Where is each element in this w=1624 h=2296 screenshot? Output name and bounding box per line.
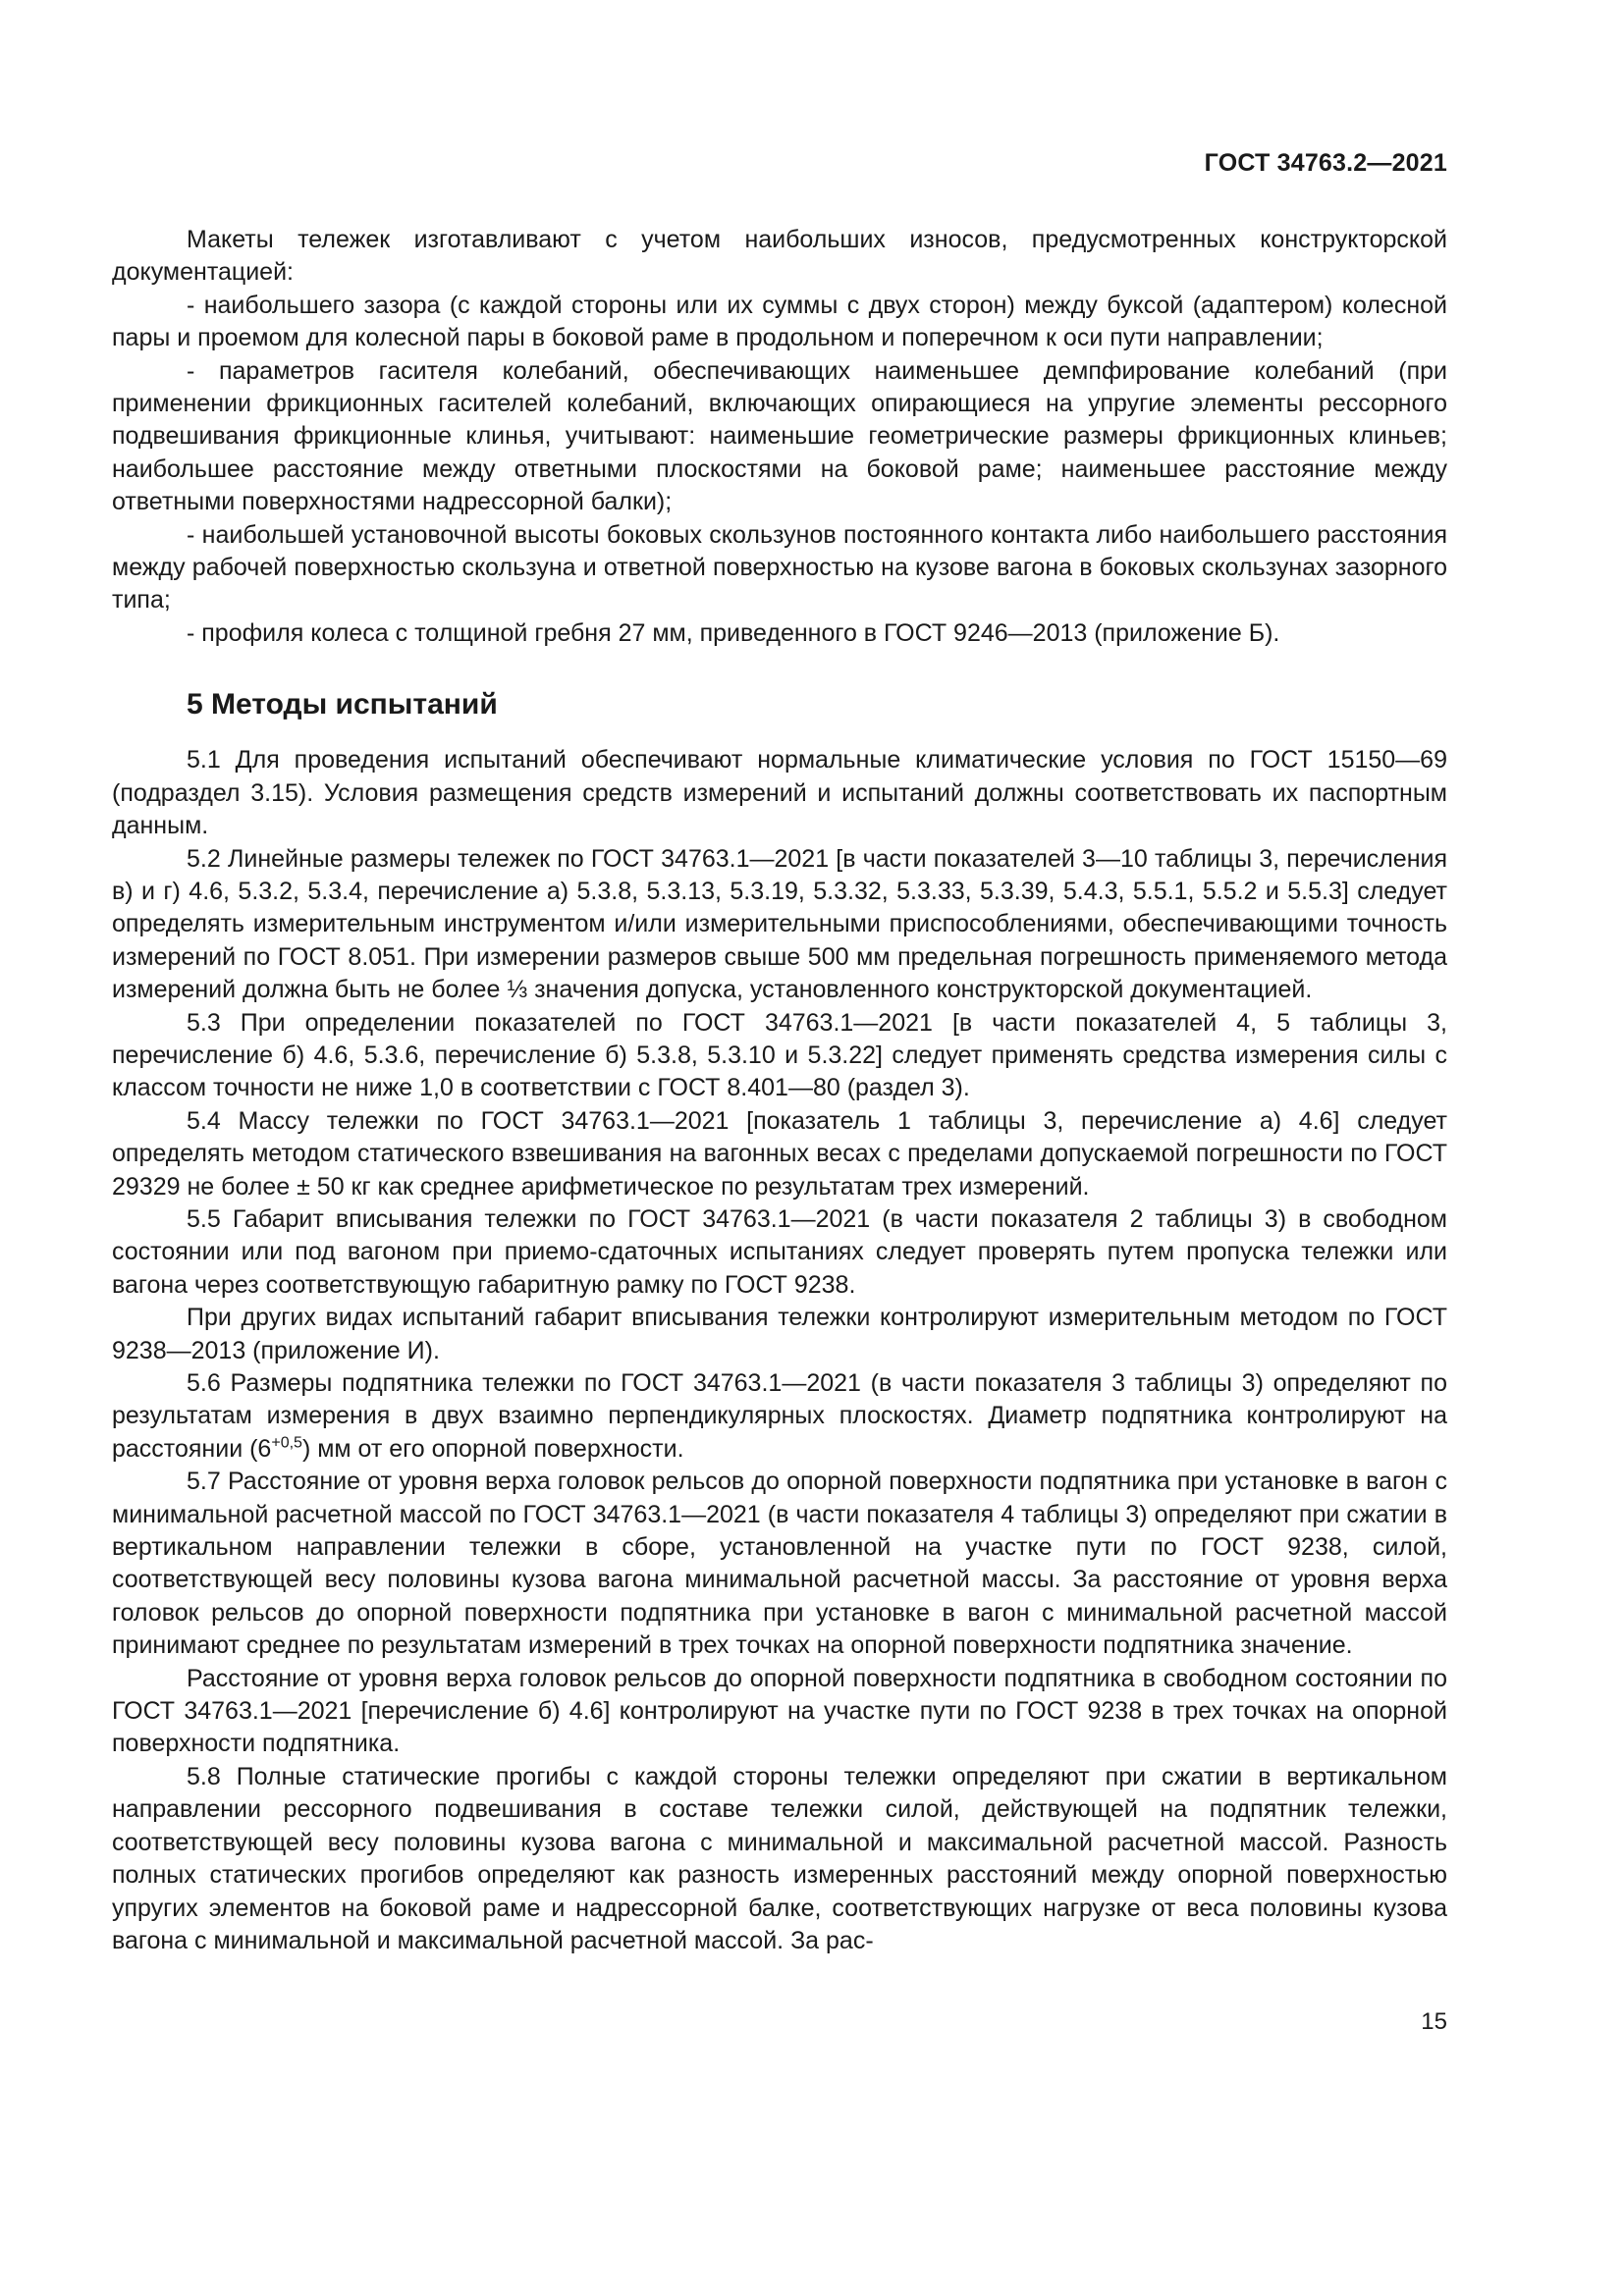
- list-item: - профиля колеса с толщиной гребня 27 мм, приведенного в ГОСТ 9246—2013 (приложение Б).: [187, 618, 1280, 647]
- clause-5-6-text: 5.6 Размеры подпятника тележки по ГОСТ 34763.1—2021 (в части показателя 3 таблицы 3) определяют по результатам измерения в двух взаимно перпендикулярных плоскостях. Диаметр подпятника контролируют на расстоянии (6: [112, 1369, 1447, 1463]
- clause-5-2: 5.2 Линейные размеры тележек по ГОСТ 34763.1—2021 [в части показателей 3—10 таблицы 3, перечисления в) и г) 4.6, 5.3.2, 5.3.4, перечисление а) 5.3.8, 5.3.13, 5.3.19, 5.3.32, 5.3.33, 5.3.39, 5.4.3, 5.5.1, 5.5.2 и 5.5.3] следует определять измерительным инструментом и/или измерительными приспособлениями, обеспечивающими точность измерений по ГОСТ 8.051. При измерении размеров свыше 500 мм предельная погрешность применяемого метода измерений должна быть не более ⅓ значения допуска, установленного конструкторской документацией.: [112, 844, 1447, 1004]
- document-code-header: ГОСТ 34763.2—2021: [1204, 149, 1447, 177]
- clause-5-4: 5.4 Массу тележки по ГОСТ 34763.1—2021 [показатель 1 таблицы 3, перечисление а) 4.6] следует определять методом статического взвешивания на вагонных весах с пределами допускаемой погрешности по ГОСТ 29329 не более ± 50 кг как среднее арифметическое по результатам трех измерений.: [112, 1106, 1447, 1201]
- clause-5-5-continued: При других видах испытаний габарит вписывания тележки контролируют измерительным методом по ГОСТ 9238—2013 (приложение И).: [112, 1304, 1447, 1364]
- section-title: 5 Методы испытаний: [187, 688, 498, 721]
- clause-5-3: 5.3 При определении показателей по ГОСТ 34763.1—2021 [в части показателей 4, 5 таблицы 3, перечисление б) 4.6, 5.3.6, перечисление б) 5.3.8, 5.3.10 и 5.3.22] следует применять средства измерения силы с классом точности не ниже 1,0 в соответствии с ГОСТ 8.401—80 (раздел 3).: [112, 1008, 1447, 1102]
- list-item: - параметров гасителя колебаний, обеспечивающих наименьшее демпфирование колебаний (при применении фрикционных гасителей колебаний, включающих опирающиеся на упругие элементы рессорного подвешивания фрикционные клинья, учитывают: наименьшие геометрические размеры фрикционных клиньев; наибольшее расстояние между ответными плоскостями на боковой раме; наименьшее расстояние между ответными поверхностями надрессорной балки);: [112, 356, 1447, 516]
- clause-5-8: 5.8 Полные статические прогибы с каждой стороны тележки определяют при сжатии в вертикальном направлении рессорного подвешивания в составе тележки силой, действующей на подпятник тележки, соответствующей весу половины кузова вагона с минимальной и максимальной расчетной массой. Разность полных статических прогибов определяют как разность измеренных расстояний между опорной поверхностью упругих элементов на боковой раме и надрессорной балке, соответствующих нагрузке от веса половины кузова вагона с минимальной и максимальной расчетной массой. За рас-: [112, 1762, 1447, 1954]
- list-item: - наибольшего зазора (с каждой стороны или их суммы с двух сторон) между буксой (адаптером) колесной пары и проемом для колесной пары в боковой раме в продольном и поперечном к оси пути направлении;: [112, 291, 1447, 352]
- tolerance-superscript: +0,5: [271, 1434, 302, 1452]
- list-item: - наибольшей установочной высоты боковых скользунов постоянного контакта либо наибольшего расстояния между рабочей поверхностью скользуна и ответной поверхностью на кузове вагона в боковых скользунах зазорного типа;: [112, 520, 1447, 614]
- clause-5-6-text-end: ) мм от его опорной поверхности.: [301, 1434, 684, 1463]
- clause-5-1: 5.1 Для проведения испытаний обеспечивают нормальные климатические условия по ГОСТ 15150—69 (подраздел 3.15). Условия размещения средств измерений и испытаний должны соответствовать их паспортным данным.: [112, 746, 1447, 840]
- clause-5-7-continued: Расстояние от уровня верха головок рельсов до опорной поверхности подпятника в свободном состоянии по ГОСТ 34763.1—2021 [перечисление б) 4.6] контролируют на участке пути по ГОСТ 9238 в трех точках на опорной поверхности подпятника.: [112, 1664, 1447, 1758]
- page-number: 15: [1421, 2008, 1447, 2035]
- clause-5-6: [112, 1367, 1447, 1466]
- page-content: [112, 224, 1447, 1957]
- clause-5-5: 5.5 Габарит вписывания тележки по ГОСТ 34763.1—2021 (в части показателя 2 таблицы 3) в свободном состоянии или под вагоном при приемо-сдаточных испытаниях следует проверять путем пропуска тележки или вагона через соответствующую габаритную рамку по ГОСТ 9238.: [112, 1204, 1447, 1299]
- clause-5-7: 5.7 Расстояние от уровня верха головок рельсов до опорной поверхности подпятника при установке в вагон с минимальной расчетной массой по ГОСТ 34763.1—2021 (в части показателя 4 таблицы 3) определяют при сжатии в вертикальном направлении тележки в сборе, установленной на участке пути по ГОСТ 9238, силой, соответствующей весу половины кузова вагона минимальной расчетной массы. За расстояние от уровня верха головок рельсов до опорной поверхности подпятника при установке в вагон с минимальной расчетной массой принимают среднее по результатам измерений в трех точках на опорной поверхности подпятника значение.: [112, 1468, 1447, 1660]
- intro-paragraph: Макеты тележек изготавливают с учетом наибольших износов, предусмотренных конструкторской документацией:: [112, 226, 1447, 287]
